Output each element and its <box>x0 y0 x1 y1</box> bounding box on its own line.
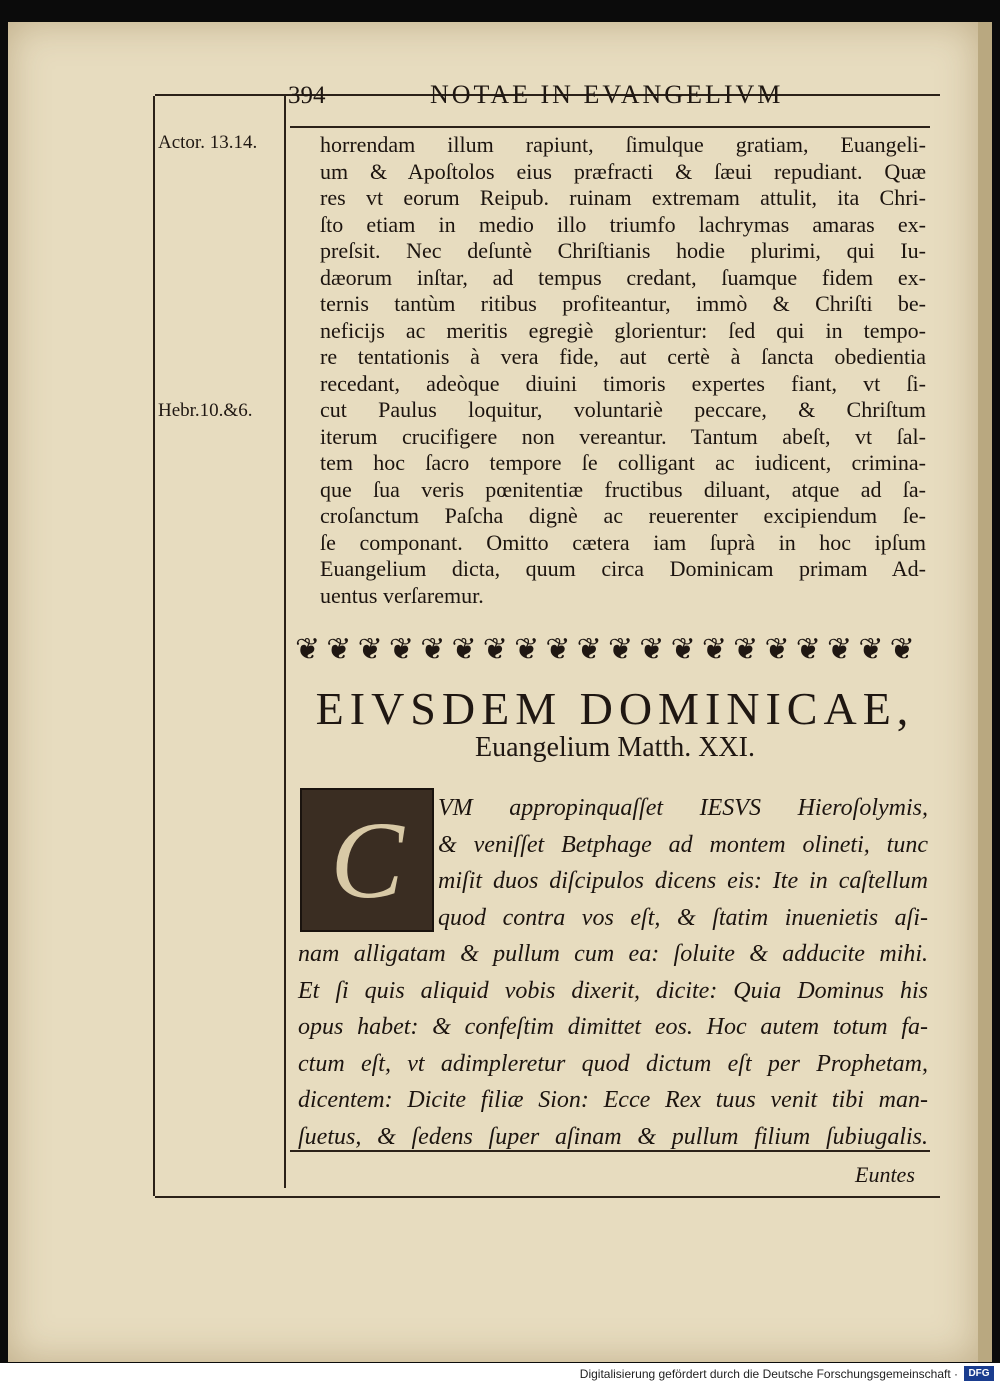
fleuron-icon: ❦ <box>420 633 446 666</box>
text-line: ſto etiam in medio illo triumfo lachrymas amaras ex- <box>320 211 926 237</box>
text-line: preſsit. Nec deſuntè Chriſtianis hodie plurimi, qui Iu- <box>320 238 926 263</box>
text-line: uentus verſaremur. <box>320 582 484 608</box>
text-line: neficijs ac meritis egregiè glorientur: ſed qui in tempo- <box>320 317 926 343</box>
body-text <box>320 132 926 609</box>
text-line: res vt eorum Reipub. ruinam extremam attulit, ita Chri- <box>320 185 926 210</box>
text-line: Euangelium dicta, quum circa Dominicam primam Ad- <box>320 556 926 581</box>
fleuron-icon: ❦ <box>858 633 884 666</box>
margin-note: Actor. 13.14. <box>158 132 258 153</box>
text-line: tem hoc ſacro tempore ſe colligant ac iudicent, crimina- <box>320 450 926 475</box>
gospel-line: ſuetus, & ſedens ſuper aſinam & pullum filium ſubiugalis. <box>298 1123 928 1150</box>
footer-text: Digitalisierung gefördert durch die Deutsche Forschungsgemeinschaft · <box>579 1367 958 1381</box>
gospel-line: nam alligatam & pullum cum ea: ſoluite & adducite mihi. <box>298 941 928 967</box>
gospel-line: quod contra vos eſt, & ſtatim inuenietis aſi- <box>438 904 928 931</box>
fleuron-icon: ❦ <box>795 633 821 666</box>
initial-letter: C <box>330 799 404 921</box>
fleuron-icon: ❦ <box>764 633 790 666</box>
fleuron-icon: ❦ <box>451 633 477 666</box>
ornament-band <box>295 632 915 672</box>
fleuron-icon: ❦ <box>639 633 665 666</box>
text-line: horrendam illum rapiunt, ſimulque gratiam, Euangeli- <box>320 132 926 157</box>
text-line: iterum crucifigere non vereantur. Tantum abeſt, vt ſal- <box>320 423 926 449</box>
fleuron-icon: ❦ <box>357 633 383 666</box>
text-line: recedant, adeòque diuini timoris expertes fiant, vt ſi- <box>320 370 926 396</box>
fleuron-icon: ❦ <box>388 633 415 666</box>
gospel-text <box>298 936 928 1155</box>
fleuron-icon: ❦ <box>733 633 759 666</box>
text-line: croſanctum Paſcha dignè ac reuerenter excipiendum ſe- <box>320 503 926 528</box>
fleuron-icon: ❦ <box>889 633 915 666</box>
catchword: Euntes <box>855 1162 915 1187</box>
margin-note: Hebr.10.&6. <box>158 400 253 421</box>
gospel-line: & veniſſet Betphage ad montem olineti, tunc <box>438 831 928 858</box>
gospel-line: miſit duos diſcipulos dicens eis: Ite in caſtellum <box>438 868 928 894</box>
fleuron-icon: ❦ <box>607 633 634 666</box>
gospel-line: VM appropinquaſſet IESVS Hieroſolymis, <box>438 795 928 821</box>
text-line: que ſua veris pœnitentiæ fructibus diluant, atque ad ſa- <box>320 476 926 502</box>
gospel-text-indented <box>438 790 928 936</box>
fleuron-icon: ❦ <box>701 633 727 666</box>
fleuron-icon: ❦ <box>514 633 540 666</box>
fleuron-icon: ❦ <box>827 633 853 666</box>
fleuron-icon: ❦ <box>326 633 352 666</box>
fleuron-icon: ❦ <box>295 633 321 666</box>
running-header <box>280 72 930 116</box>
fleuron-icon: ❦ <box>545 633 571 666</box>
text-line: re tentationis à vera fide, aut certè à ſancta obedientia <box>320 344 926 369</box>
running-title: NOTAE IN EVANGELIVM <box>430 80 784 109</box>
dfg-logo: DFG <box>964 1366 994 1381</box>
decorated-initial <box>300 788 434 932</box>
text-line: ſe componant. Omitto cætera iam ſuprà in hoc ipſum <box>320 529 926 555</box>
fleuron-icon: ❦ <box>670 633 696 666</box>
fleuron-icon: ❦ <box>576 633 602 666</box>
page-edge <box>978 22 992 1362</box>
gospel-line: opus habet: & confeſtim dimittet eos. Hoc autem totum fa- <box>298 1014 928 1040</box>
section-title: EIVSDEM DOMINICAE, <box>315 683 915 734</box>
gospel-line: Et ſi quis aliquid vobis dixerit, dicite: Quia Dominus his <box>298 977 928 1004</box>
text-line: um & Apoſtolos eius præfracti & ſæui repudiant. Quæ <box>320 158 926 184</box>
section-subtitle: Euangelium Matth. XXI. <box>475 732 755 763</box>
header-rule <box>290 126 930 128</box>
bottom-rule <box>155 1196 940 1198</box>
text-line: ternis tantùm ritibus profiteantur, immò & Chriſti be- <box>320 291 926 316</box>
text-line: cut Paulus loquitur, voluntariè peccare, & Chriſtum <box>320 397 926 422</box>
fleuron-icon: ❦ <box>482 633 508 666</box>
column-rule-vertical <box>284 96 286 1188</box>
digitization-footer <box>0 1363 1000 1385</box>
margin-rule-vertical <box>153 96 155 1196</box>
gospel-line: dicentem: Dicite filiæ Sion: Ecce Rex tuus venit tibi man- <box>298 1087 928 1113</box>
page-number: 394 <box>288 82 326 109</box>
text-line: dæorum inſtar, ad tempus credant, ſuamque fidem ex- <box>320 264 926 290</box>
gospel-line: ctum eſt, vt adimpleretur quod dictum eſt per Prophetam, <box>298 1050 928 1077</box>
